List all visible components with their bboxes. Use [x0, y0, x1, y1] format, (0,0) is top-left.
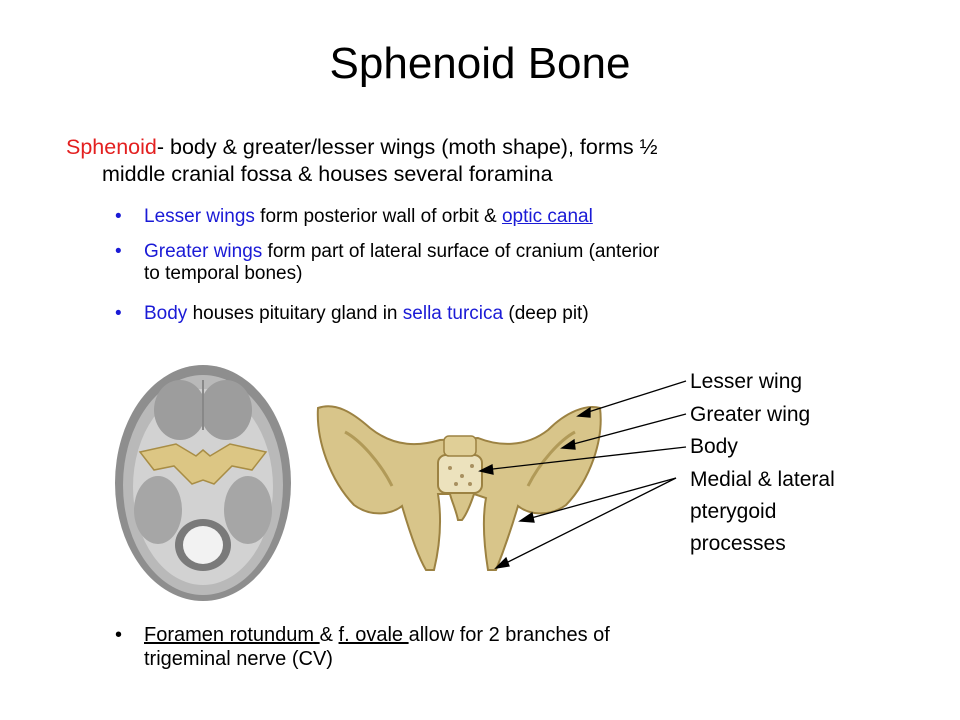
bullet-text: allow for 2 branches of — [408, 624, 610, 646]
term-sphenoid: Sphenoid — [66, 135, 157, 159]
bullet-foramina — [115, 623, 944, 671]
label-body: Body — [690, 435, 738, 458]
term-lesser-wings: Lesser wings — [144, 206, 255, 227]
bullet-dot: • — [115, 624, 123, 646]
label-lesser-wing: Lesser wing — [690, 370, 803, 393]
term-body: Body — [144, 303, 188, 324]
label-pterygoid-3: processes — [690, 532, 786, 555]
bullet-text: & — [319, 624, 339, 646]
slide-title: Sphenoid Bone — [329, 39, 631, 88]
label-pterygoid-1: Medial & lateral — [690, 468, 835, 491]
bullet-text-cont: trigeminal nerve (CV) — [144, 648, 333, 670]
bullet-dot: • — [115, 241, 122, 262]
term-greater-wings: Greater wings — [144, 241, 263, 262]
bullet-text-cont: to temporal bones) — [144, 263, 303, 284]
bullet-dot: • — [115, 303, 122, 324]
bullet-text: houses pituitary gland in — [187, 303, 403, 324]
bullet-text: form part of lateral surface of cranium (anterior — [262, 241, 660, 262]
main-point-line1: - body & greater/lesser wings (moth shape), forms ½ — [156, 135, 658, 159]
term-foramen-rotundum: Foramen rotundum — [144, 624, 320, 646]
term-sella-turcica: sella turcica — [402, 303, 504, 324]
label-greater-wing: Greater wing — [690, 403, 811, 426]
sphenoid-bone-image — [318, 406, 601, 570]
bullet-text: form posterior wall of orbit & — [254, 206, 502, 227]
label-pterygoid-2: pterygoid — [690, 500, 777, 523]
skull-base-image — [115, 365, 291, 601]
main-point-line2: middle cranial fossa & houses several foramina — [102, 162, 553, 186]
term-foramen-ovale: f. ovale — [338, 624, 409, 646]
bullet-text: (deep pit) — [503, 303, 589, 324]
link-optic-canal[interactable]: optic canal — [501, 206, 593, 227]
bullet-dot: • — [115, 206, 122, 227]
